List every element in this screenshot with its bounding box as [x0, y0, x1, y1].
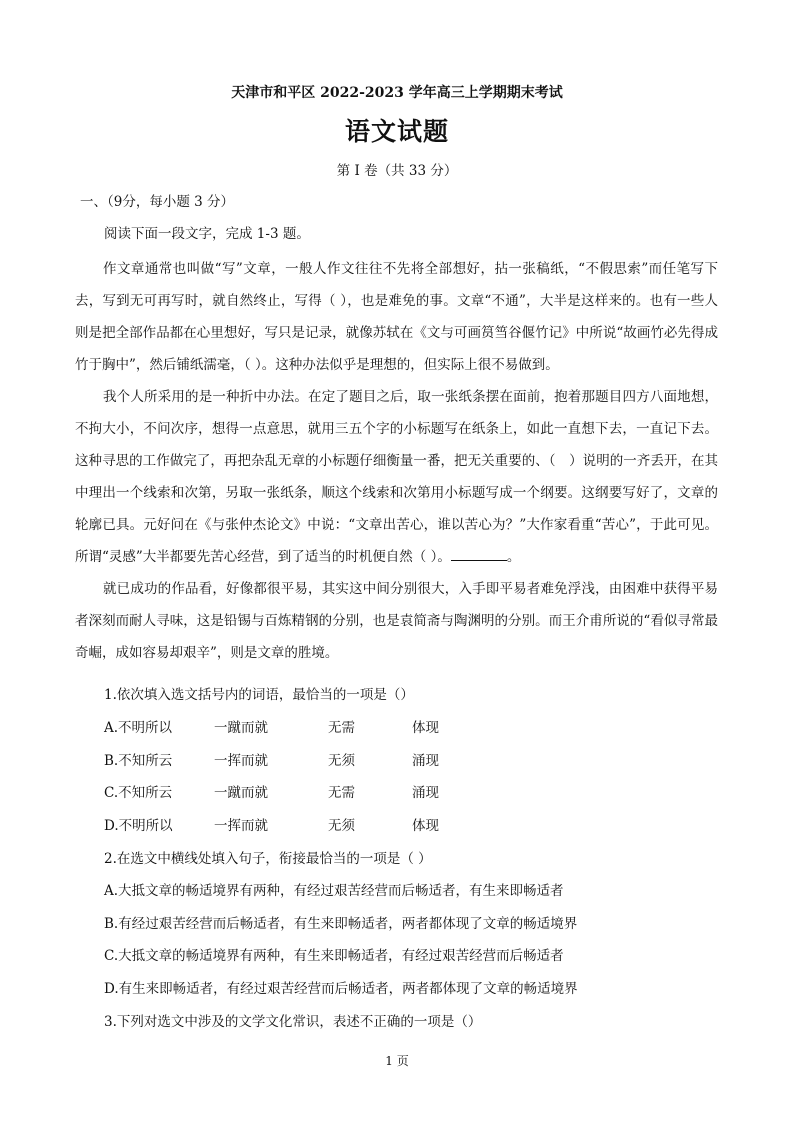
option-b-word-2: 一挥而就	[214, 753, 268, 769]
option-a-word-3: 无需	[328, 720, 355, 736]
question-2-stem: 2.在选文中横线处填入句子，衔接最恰当的一项是（ ）	[104, 851, 432, 867]
passage-paragraph-1: 作文章通常也叫做“写”文章，一般人作文往往不先将全部想好，拈一张稿纸，“不假思索”而任笔写下去，写到无可再写时，就自然终止，写得（ ），也是难免的事。文章“不通”，大半是这样来的。也有一些人则是把全部作品都在心里想好，写只是记录，就像苏轼在《文与可画筼筜谷偃竹记》中所说“故画竹必先得成竹于胸中”，然后铺纸濡毫，（ ）。这种办法似乎是理想的，但实际上很不易做到。	[75, 261, 718, 373]
question-3-stem: 3.下列对选文中涉及的文学文化常识，表述不正确的一项是（）	[104, 1014, 482, 1030]
option-c-word-3: 无需	[328, 785, 355, 801]
option-a-word-2: 一蹴而就	[214, 720, 268, 736]
answer-blank-line	[451, 548, 507, 561]
question-1-stem: 1.依次填入选文括号内的词语，最恰当的一项是（）	[104, 687, 414, 703]
volume-label: 第 I 卷（共 33 分）	[336, 163, 458, 179]
option-b-word-3: 无须	[328, 753, 355, 769]
question-2-option-c: C.大抵文章的畅适境界有两种，有生来即畅适者，有经过艰苦经营而后畅适者	[104, 948, 564, 964]
option-b-word-4: 涌现	[412, 753, 439, 769]
reading-instruction: 阅读下面一段文字，完成 1-3 题。	[104, 226, 310, 242]
passage-paragraph-3: 就已成功的作品看，好像都很平易，其实这中间分别很大，入手即平易者难免浮浅，由困难中获得平易者深刻而耐人寻味，这是铅锡与百炼精钢的分别，也是袁简斋与陶渊明的分别。而王介甫所说的“看似寻常最奇崛，成如容易却艰辛”，则是文章的胜境。	[75, 581, 718, 661]
section-heading: 一、（9分，每小题 3 分）	[80, 194, 235, 210]
passage-paragraph-2	[75, 381, 718, 573]
question-2-option-d: D.有生来即畅适者，有经过艰苦经营而后畅适者，两者都体现了文章的畅适境界	[104, 981, 578, 997]
option-b-word-1: B.不知所云	[104, 753, 173, 769]
subject-title: 语文试题	[344, 117, 449, 146]
option-c-word-2: 一蹴而就	[214, 785, 268, 801]
option-a-word-4: 体现	[412, 720, 439, 736]
exam-header: 天津市和平区 2022-2023 学年高三上学期期末考试	[231, 85, 563, 101]
option-d-word-3: 无须	[328, 818, 355, 834]
option-a-word-1: A.不明所以	[104, 720, 173, 736]
passage-paragraph-2-end: 。	[506, 549, 521, 565]
option-d-word-4: 体现	[412, 818, 439, 834]
page-number: 1 页	[385, 1054, 409, 1068]
question-2-option-b: B.有经过艰苦经营而后畅适者，有生来即畅适者，两者都体现了文章的畅适境界	[104, 916, 578, 932]
option-c-word-1: C.不知所云	[104, 785, 173, 801]
option-d-word-1: D.不明所以	[104, 818, 173, 834]
option-c-word-4: 涌现	[412, 785, 439, 801]
question-2-option-a: A.大抵文章的畅适境界有两种，有经过艰苦经营而后畅适者，有生来即畅适者	[104, 883, 564, 899]
passage-paragraph-2-text: 我个人所采用的是一种折中办法。在定了题目之后，取一张纸条摆在面前，抱着那题目四方八面地想，不拘大小，不问次序，想得一点意思，就用三五个字的小标题写在纸条上，如此一直想下去，一直记下去。这种寻思的工作做完了，再把杂乱无章的小标题仔细衡量一番，把无关重要的、（ ）说明的一齐丢开，在其中理出一个线索和次第，另取一张纸条，顺这个线索和次第用小标题写成一个纲要。这纲要写好了，文章的轮廓已具。元好问在《与张仲杰论文》中说：“文章出苦心，谁以苦心为？”大作家看重“苦心”，于此可见。所谓“灵感”大半都要先苦心经营，到了适当的时机便自然（ ）。	[75, 389, 718, 565]
option-d-word-2: 一挥而就	[214, 818, 268, 834]
